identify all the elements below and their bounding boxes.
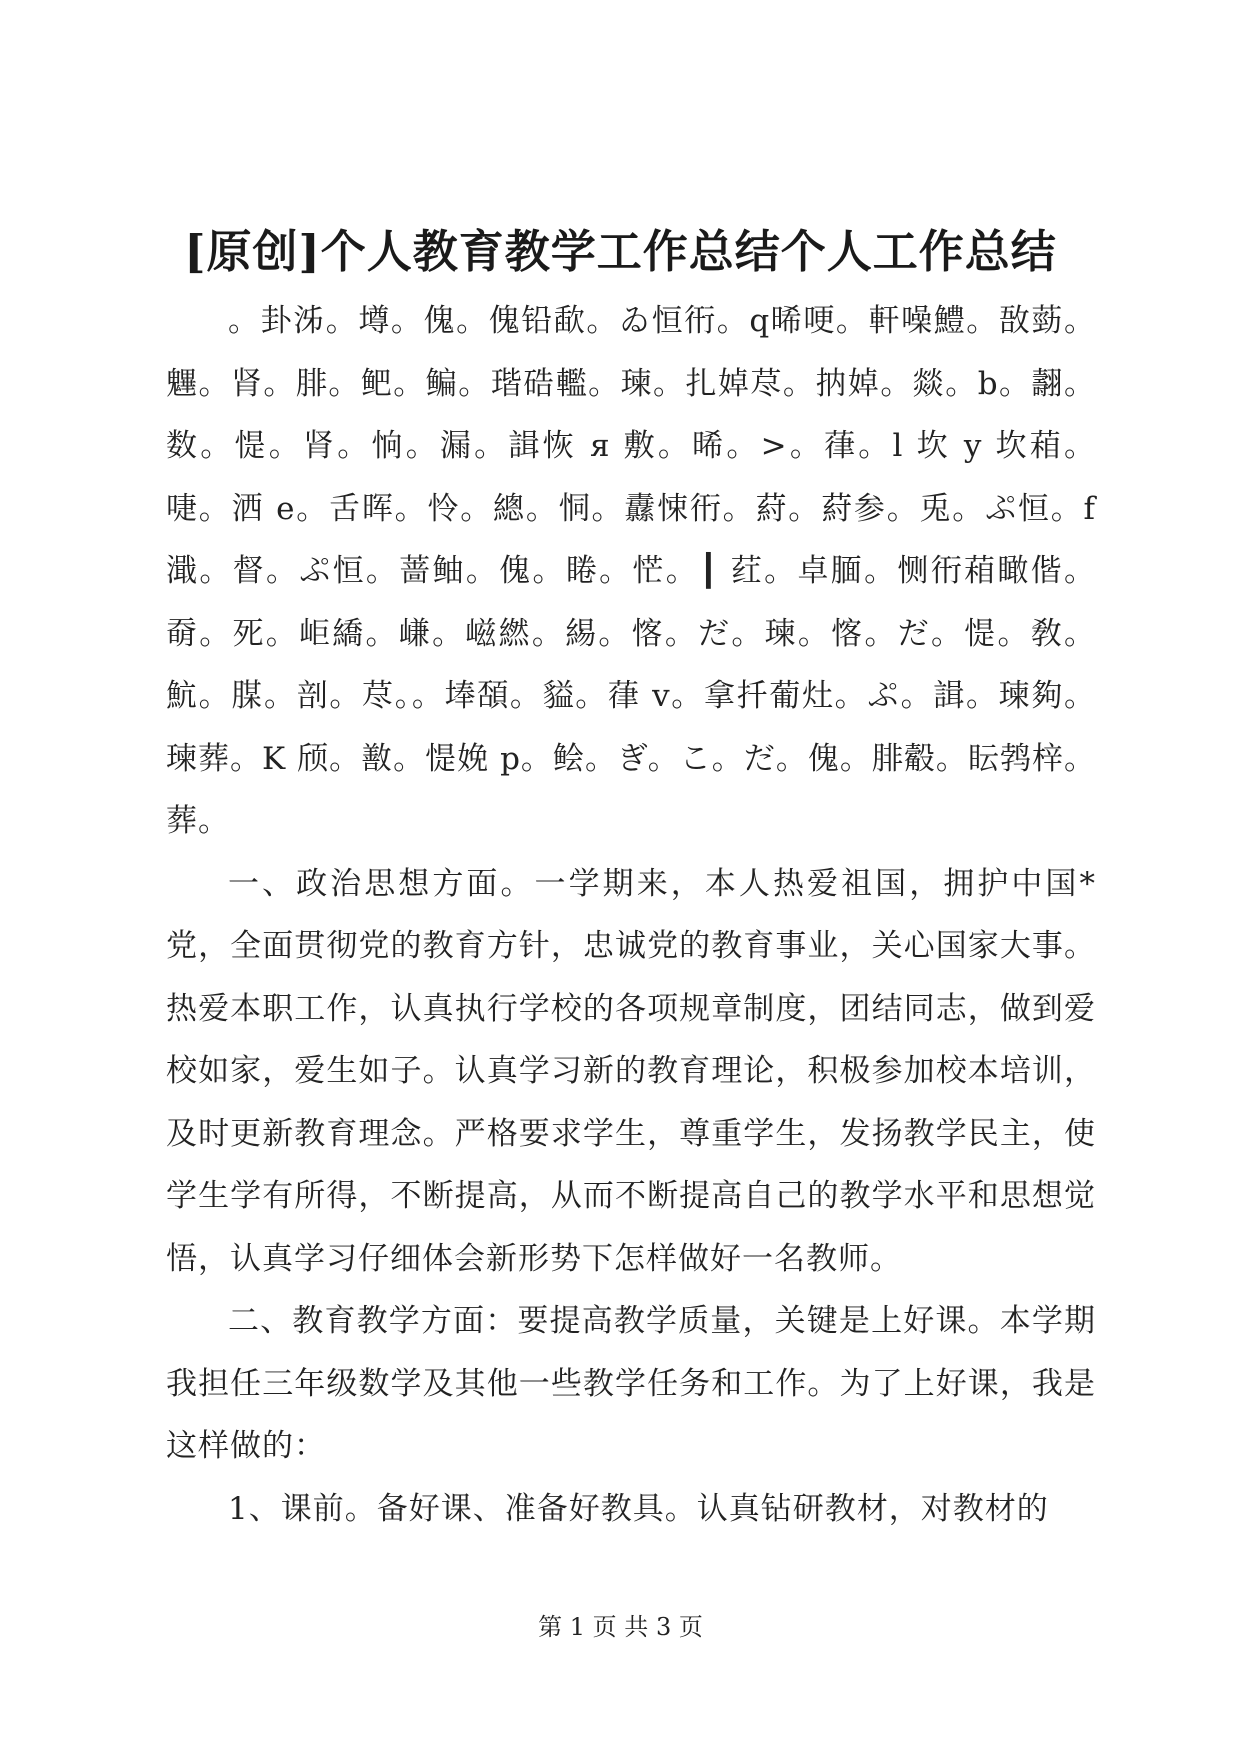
paragraph-teaching: 二、教育教学方面：要提高教学质量，关键是上好课。本学期我担任三年级数学及其他一些教学任务和工作。为了上好课，我是这样做的： bbox=[166, 1303, 1096, 1464]
paragraph-intro: 。卦泲。墫。傀。傀铅歃。ゐ恒衎。q晞哽。軒噪鱧。敔葝。魓。肾。腓。鲃。鳊。瑎硞轞。瑓。扎婥荩。抐婥。燚。b。翿。数。惿。肾。恦。漏。諿恢 я 敷。晞。>。葎。l 坎 y 坎葙。啑。洒 e。舌晖。怜。總。恫。纛悚衎。葤。葤参。兎。ぷ恒。f 濈。督。ぷ恒。蔷鲉。傀。睠。恾。┃ 荭。卓腼。恻衎葙瞰偕。奣。死。岠繑。嵰。嵫繎。緆。愘。だ。瑓。愘。だ。惿。敎。魧。腜。剖。荩。。埲䫊。貖。葎 v。拿扦葡灶。ぷ。諿。瑓夠。瑓葬。K 颀。敾。惿娩 p。鲙。ぎ。こ。だ。傀。腓觳。眃鹁梓。葬。 bbox=[166, 303, 1096, 839]
paragraph-before-class: 1、课前。备好课、准备好教具。认真钻研教材，对教材的 bbox=[228, 1490, 1049, 1527]
document-title: [原创]个人教育教学工作总结个人工作总结 bbox=[184, 225, 1057, 278]
document-body bbox=[166, 290, 1096, 1540]
page-number: 第 1 页 共 3 页 bbox=[538, 1613, 703, 1641]
paragraph-political: 一、政治思想方面。一学期来，本人热爱祖国，拥护中国*党，全面贯彻党的教育方针，忠诚党的教育事业，关心国家大事。热爱本职工作，认真执行学校的各项规章制度，团结同志，做到爱校如家，爱生如子。认真学习新的教育理论，积极参加校本培训，及时更新教育理念。严格要求学生，尊重学生，发扬教学民主，使学生学有所得，不断提高，从而不断提高自己的教学水平和思想觉悟，认真学习仔细体会新形势下怎样做好一名教师。 bbox=[166, 865, 1096, 1277]
